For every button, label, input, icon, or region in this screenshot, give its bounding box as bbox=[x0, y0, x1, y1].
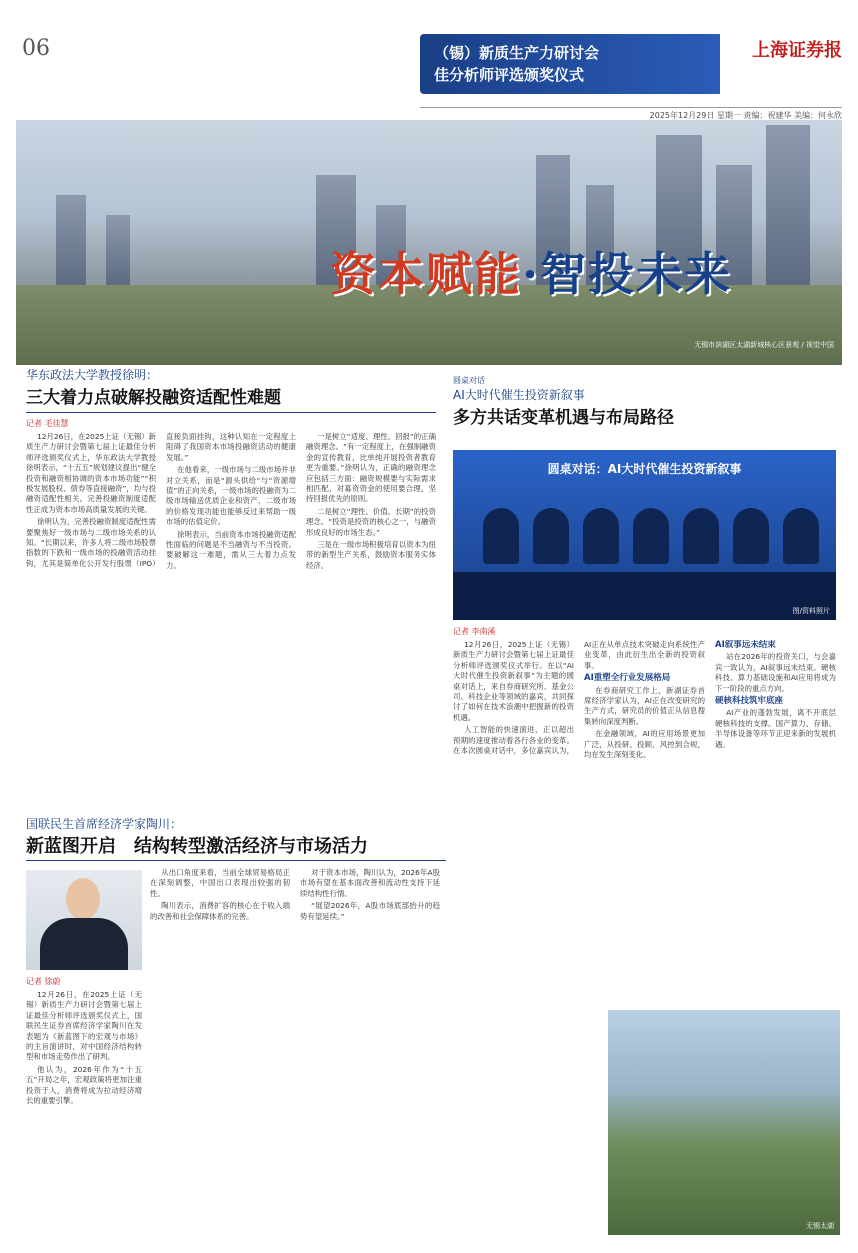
forum-caption: 图/资料照片 bbox=[792, 607, 830, 615]
article1-p2: 徐明认为，完善投融资制度适配性需要聚焦好一级市场与二级市场关系的认知。“长期以来，许多人将二级市场股票指数的下跌和一级市场的投融资活动挂钩，尤其是简单化公开发行股票（IPO）直接负面挂钩，这种认知在一定程度上阻碍了我国资本市场投融资活动的健康发展。” bbox=[26, 432, 296, 568]
article3-kicker: 国联民生首席经济学家陶川： bbox=[26, 817, 183, 831]
article3-p4: 陶川表示，消费扩容的核心在于收入端的改善和社会保障体系的完善。 bbox=[150, 901, 290, 921]
article3-byline: 记者 徐蔚 bbox=[26, 977, 61, 986]
article3-p3: 从出口角度来看，当前全球贸易格局正在深刻调整，中国出口表现出较强的韧性。 bbox=[150, 868, 290, 898]
article2-p6: AI产业的蓬勃发展，离不开底层硬核科技的支撑。国产算力、存储、半导体设备等环节正迎来新的发展机遇。 bbox=[715, 708, 836, 749]
article1-header bbox=[26, 366, 436, 408]
article2-p1: 12月26日，2025上证（无锡）新质生产力研讨会暨第七届上证最佳分析师评选颁奖仪式举行。在以“AI大时代催生投资新叙事”为主题的圆桌对话上，来自券商研究所、基金公司、科技企业等领域的嘉宾，共同探讨了如何在技术浪潮中把握新的投资机遇。 bbox=[453, 640, 574, 722]
dateline: 2025年12月29日 星期一 责编：祝建华 美编：何永欣 bbox=[420, 107, 842, 121]
article1-p5: 一是树立“适度、理性、回报”的正确融资理念。“有一定程度上，在强制融资金的宣传教育，比单纯开展投资者教育更为重要。”徐明认为，正确的融资理念应包括三方面：融资规模要与实际需求相匹配，对募资资金的使用要合理，坚持回报优先的原则。 bbox=[306, 432, 436, 504]
article3-p5: 对于资本市场，陶川认为，2026年A股市场有望在基本面改善和流动性支持下延续结构性行情。 bbox=[300, 868, 440, 898]
article1-body bbox=[26, 432, 436, 767]
page-number: 06 bbox=[22, 36, 50, 61]
hero-title-b: ·智投未来 bbox=[522, 247, 733, 301]
article2-p3: 在券商研究工作上，新湖证券首席经济学家认为，AI正在改变研究的生产方式，研究员的价值正从信息搜集转向深度判断。 bbox=[584, 685, 705, 726]
article1-headline: 三大着力点破解投融资适配性难题 bbox=[26, 388, 281, 408]
hero-main-title bbox=[330, 238, 732, 304]
masthead-logo: 上海证券报 bbox=[752, 40, 842, 61]
article1-p3: 在他看来，一级市场与二级市场并非对立关系，而是“源头供给”与“资源增值”的正向关系，一级市场的投融资为二级市场输送优质企业和资产，二级市场的价格发现功能也能够反过来帮助一级市场的估值定价。 bbox=[166, 465, 296, 527]
article3-p1: 12月26日，在2025上证（无锡）新质生产力研讨会暨第七届上证最佳分析师评选颁奖仪式上，国联民生证券首席经济学家陶川在发表题为《新蓝图下的宏观与市场》的主旨演讲时，对中国经济结构转型和市场走势作出了研判。 bbox=[26, 990, 142, 1062]
article2-tag: 圆桌对话 bbox=[453, 376, 485, 385]
article2-subhead3: 硬核科技筑牢底座 bbox=[715, 696, 784, 707]
article3-p2: 他认为，2026年作为“十五五”开局之年，宏观政策将更加注重投资于人，消费将成为拉动经济增长的重要引擎。 bbox=[26, 1064, 142, 1106]
article1-p7: 三是在一级市场积极培育以资本为纽带的新型生产关系，鼓励资本服务实体经济。 bbox=[306, 540, 436, 570]
portrait-photo bbox=[26, 870, 142, 970]
article2-byline: 记者 李南溪 bbox=[453, 627, 496, 636]
article1-byline: 记者 毛佳慧 bbox=[26, 419, 69, 428]
article1-kicker: 华东政法大学教授徐明： bbox=[26, 368, 159, 382]
article2-subhead2: AI叙事远未结束 bbox=[715, 640, 776, 650]
article3-p6: “展望2026年，A股市场底部抬升的趋势有望延续。” bbox=[300, 901, 440, 921]
park-photo bbox=[608, 1010, 840, 1235]
hero-caption: 无锡市滨湖区太湖新城核心区景观 / 视觉中国 bbox=[694, 341, 834, 349]
article2-kicker: AI大时代催生投资新叙事 bbox=[453, 388, 585, 402]
article2-p5: 站在2026年的投资关口，与会嘉宾一致认为，AI叙事远未结束。硬核科技、算力基础设施和AI应用将成为下一阶段的重点方向。 bbox=[715, 652, 836, 693]
park-caption: 无锡太湖 bbox=[806, 1222, 834, 1230]
forum-title: 圆桌对话：AI大时代催生投资新叙事 bbox=[547, 462, 742, 476]
article1-p1: 12月26日，在2025上证（无锡）新质生产力研讨会暨第七届上证最佳分析师评选颁奖仪式上，华东政法大学教授徐明表示，“十五五”规划建议提出“健全投资和融资相协调的资本市场功能”“积极发展股权、债券等直接融资”，均与投融资适配性相关。完善投融资制度适配性正成为资本市场高质量发展的关键。 bbox=[26, 432, 157, 514]
hero-title-a: 资本赋能 bbox=[330, 247, 522, 301]
article2-subhead1: AI重塑全行业发展格局 bbox=[584, 673, 671, 684]
article3-col1 bbox=[26, 990, 142, 1235]
article3-header bbox=[26, 815, 446, 858]
article2-p2: 人工智能的快速演进，正以超出预期的速度推动着各行各业的变革。在本次圆桌对话中，多位嘉宾认为，AI正在从单点技术突破走向系统性产业变革，由此衍生出全新的投资叙事。 bbox=[453, 640, 705, 756]
event-title-line1: （锡）新质生产力研讨会 bbox=[434, 44, 600, 62]
forum-photo bbox=[453, 450, 836, 620]
event-title-banner bbox=[420, 34, 720, 94]
article3-body bbox=[150, 868, 440, 1235]
article2-headline: 多方共话变革机遇与布局路径 bbox=[453, 408, 674, 428]
article1-p4: 徐明表示，当前资本市场投融资适配性面临的问题是不当融资与不当投资。要破解这一难题，需从三大着力点发力。 bbox=[166, 529, 296, 570]
article2-p4: 在金融领域，AI的应用场景更加广泛，从投研、投顾、风控到合规，均在发生深刻变化。 bbox=[584, 729, 705, 760]
article1-p6: 二是树立“理性、价值、长期”的投资理念。“投资是投资的核心之一，与融资形成良好的市场生态。” bbox=[306, 506, 436, 537]
article3-headline: 新蓝图开启 结构转型激活经济与市场活力 bbox=[26, 836, 368, 857]
article2-header bbox=[453, 375, 836, 428]
event-title-line2: 佳分析师评选颁奖仪式 bbox=[434, 66, 585, 84]
